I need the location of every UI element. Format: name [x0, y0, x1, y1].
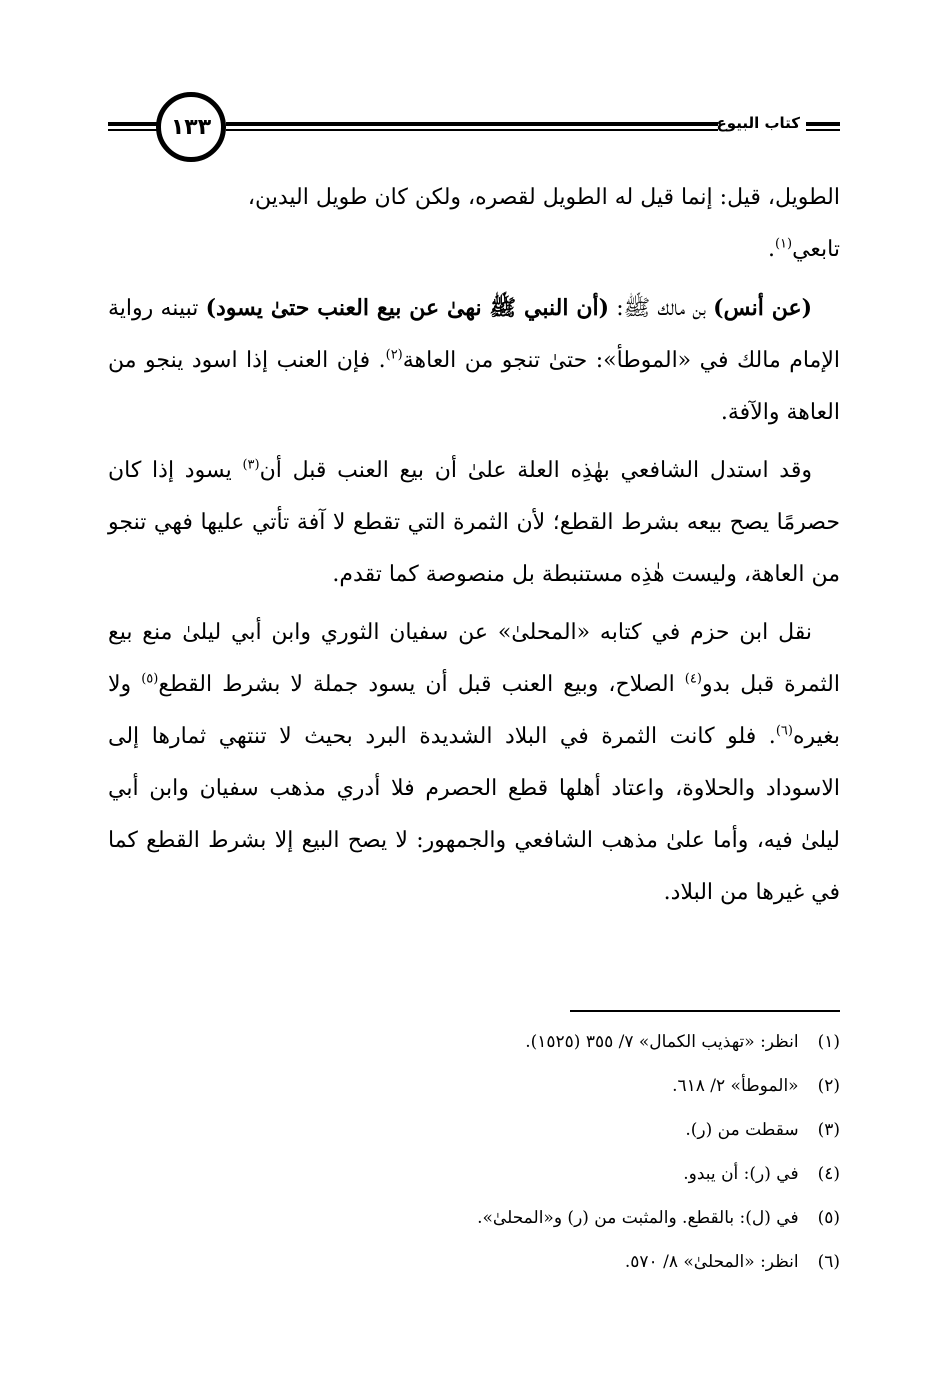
- p1-line1: الطويل، قيل: إنما قيل له الطويل لقصره، ولكن كان طويل اليدين،: [247, 185, 840, 210]
- page-number: ١٣٣: [156, 92, 226, 162]
- footnote-text: انظر: «المحلىٰ» ٨/ ٥٧٠.: [624, 1252, 799, 1272]
- footnote-ref-3[interactable]: (٣): [242, 457, 260, 473]
- p2-mid2: تبينه رواية الإمام مالك في «الموطأ»: حتىٰ تنجو من العاهة: [108, 296, 840, 373]
- footnote-ref-6[interactable]: (٦): [775, 723, 793, 739]
- footnote-4: [108, 1152, 840, 1196]
- footnote-1: [108, 1020, 840, 1064]
- header-rule-right: [806, 122, 840, 132]
- footnote-ref-5[interactable]: (٥): [141, 671, 159, 687]
- p3-a: وقد استدل الشافعي بهٰذِه العلة علىٰ أن بيع العنب قبل أن: [259, 458, 812, 483]
- footnote-2: [108, 1064, 840, 1108]
- footnotes: [108, 1020, 840, 1284]
- footnote-6: [108, 1240, 840, 1284]
- footnote-number: (٤): [817, 1164, 840, 1184]
- footnote-text: «الموطأ» ٢/ ٦١٨.: [672, 1076, 799, 1096]
- p4-a: نقل ابن حزم في كتابه «المحلىٰ» عن سفيان الثوري وابن أبي ليلىٰ منع بيع الثمرة قبل بدو: [108, 620, 840, 697]
- footnote-number: (٣): [817, 1120, 840, 1140]
- p2-end: . فإن العنب إذا اسود ينجو من العاهة والآفة.: [108, 348, 840, 425]
- footnote-5: [108, 1196, 840, 1240]
- paragraph-4: [108, 607, 840, 919]
- footnote-text: في (ر): أن يبدو.: [683, 1164, 799, 1184]
- footnote-number: (٥): [817, 1208, 840, 1228]
- p2-open: (عن أنس): [713, 295, 812, 321]
- running-title: كتاب البيوع: [716, 114, 800, 132]
- footnote-number: (١): [817, 1032, 840, 1052]
- footnote-3: [108, 1108, 840, 1152]
- paragraph-1: [108, 172, 840, 276]
- paragraph-2: [108, 282, 840, 439]
- paragraph-3: [108, 445, 840, 601]
- page-header: [108, 92, 840, 168]
- p4-b: الصلاح، وبيع العنب قبل أن يسود جملة لا بشرط القطع: [158, 672, 685, 697]
- footnote-text: في (ل): بالقطع. والمثبت من (ر) و«المحلىٰ».: [477, 1208, 799, 1228]
- footnote-text: سقطت من (ر).: [685, 1120, 799, 1140]
- p2-mid1: بن مالك ﷺ:: [609, 296, 714, 321]
- p2-hadith: (أن النبي ﷺ نهىٰ عن بيع العنب حتىٰ يسود): [205, 295, 610, 321]
- p1-text: تابعي: [792, 237, 840, 262]
- footnote-number: (٦): [817, 1252, 840, 1272]
- p4-c: ولا بغيره: [108, 672, 840, 749]
- footnote-number: (٢): [817, 1076, 840, 1096]
- p4-d: . فلو كانت الثمرة في البلاد الشديدة البرد بحيث لا تنتهي ثمارها إلى الاسوداد والحلاوة، واعتاد أهلها قطع الحصرم فلا أدري مذهب سفيان وابن أبي ليلىٰ فيه، وأما علىٰ مذهب الشافعي والجمهور: لا يصح البيع إلا بشرط القطع كما في غيرها من البلاد.: [108, 724, 840, 905]
- footnote-separator: [570, 1010, 840, 1012]
- footnote-ref-4[interactable]: (٤): [684, 671, 702, 687]
- footnote-ref-2[interactable]: (٢): [385, 347, 403, 363]
- footnote-text: انظر: «تهذيب الكمال» ٧/ ٣٥٥ (١٥٢٥).: [525, 1032, 799, 1052]
- main-text: [108, 172, 840, 925]
- header-rule-middle: [226, 122, 718, 132]
- footnote-ref-1[interactable]: (١): [774, 236, 793, 252]
- p3-b: يسود إذا كان حصرمًا يصح بيعه بشرط القطع؛ لأن الثمرة التي تقطع لا آفة تأتي عليها فهي تنجو من العاهة، وليست هٰذِه مستنبطة بل منصوصة كما تقدم.: [108, 458, 840, 587]
- p1-end: .: [767, 237, 775, 262]
